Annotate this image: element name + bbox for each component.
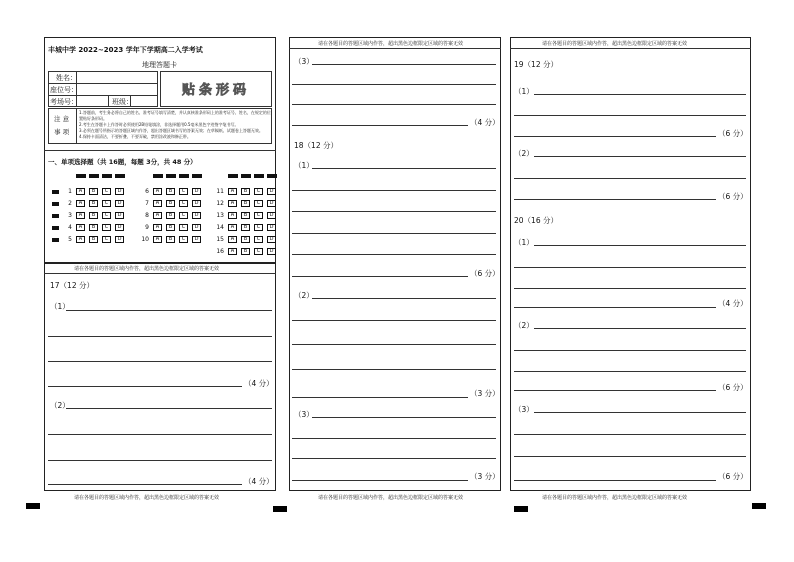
option-bubble-1-a[interactable]: A [76, 188, 85, 195]
option-bubble-4-a[interactable]: A [76, 224, 85, 231]
option-bubble-15-d[interactable]: D [267, 236, 276, 243]
option-bubble-9-c[interactable]: C [179, 224, 188, 231]
barcode-label: 贴条形码 [182, 83, 251, 98]
option-bubble-1-b[interactable]: B [89, 188, 98, 195]
option-bubble-8-b[interactable]: B [166, 212, 175, 219]
col3-panel [510, 37, 751, 491]
mc-num: 10 [141, 236, 149, 243]
mc-num: 3 [68, 212, 72, 219]
option-bubble-3-c[interactable]: C [102, 212, 111, 219]
option-bubble-7-b[interactable]: B [166, 200, 175, 207]
answer-line[interactable] [48, 386, 242, 387]
answer-line[interactable] [534, 328, 746, 329]
answer-line[interactable] [48, 484, 242, 485]
mc-num: 5 [68, 236, 72, 243]
option-bubble-9-a[interactable]: A [153, 224, 162, 231]
class-label: 班级： [112, 98, 133, 106]
answer-line[interactable] [514, 136, 716, 137]
option-bubble-2-d[interactable]: D [115, 200, 124, 207]
option-bubble-2-b[interactable]: B [89, 200, 98, 207]
q20-part2: （2） [514, 321, 534, 330]
option-bubble-6-a[interactable]: A [153, 188, 162, 195]
option-bubble-6-c[interactable]: C [179, 188, 188, 195]
answer-line[interactable] [292, 397, 468, 398]
q18-part3: （3） [294, 410, 314, 419]
answer-line[interactable] [514, 480, 716, 481]
q17-title: 17（12 分） [50, 281, 94, 290]
answer-line[interactable] [514, 178, 746, 179]
q18-part1: （1） [294, 161, 314, 170]
answer-line[interactable] [292, 344, 496, 345]
answer-line[interactable] [534, 94, 746, 95]
answer-line[interactable] [514, 307, 716, 308]
answer-line[interactable] [48, 434, 272, 435]
mc-num: 15 [216, 236, 224, 243]
mc-num: 16 [216, 248, 224, 255]
option-bubble-5-b[interactable]: B [89, 236, 98, 243]
class-field[interactable] [132, 96, 156, 106]
answer-line[interactable] [514, 434, 746, 435]
room-label: 考场号： [50, 98, 78, 106]
answer-line[interactable] [292, 458, 496, 459]
option-bubble-15-c[interactable]: C [254, 236, 263, 243]
answer-line[interactable] [48, 460, 272, 461]
option-bubble-4-b[interactable]: B [89, 224, 98, 231]
answer-line[interactable] [534, 245, 746, 246]
option-bubble-13-a[interactable]: A [228, 212, 237, 219]
mc-num: 11 [216, 188, 224, 195]
option-bubble-5-c[interactable]: C [102, 236, 111, 243]
answer-line[interactable] [312, 64, 496, 65]
mc-num: 8 [145, 212, 149, 219]
option-bubble-2-a[interactable]: A [76, 200, 85, 207]
answer-line[interactable] [514, 456, 746, 457]
answer-line[interactable] [292, 84, 496, 85]
option-bubble-16-a[interactable]: A [228, 248, 237, 255]
answer-line[interactable] [292, 233, 496, 234]
q18-score1: （6 分） [470, 269, 500, 278]
option-bubble-11-d[interactable]: D [267, 188, 276, 195]
option-bubble-12-d[interactable]: D [267, 200, 276, 207]
option-bubble-13-b[interactable]: B [241, 212, 250, 219]
school-title: 丰城中学 2022~2023 学年下学期高二入学考试 [48, 46, 203, 54]
option-bubble-2-c[interactable]: C [102, 200, 111, 207]
area-notice: 请在各题目的答题区域内作答，超出黑色边框限定区域的答案无效 [74, 266, 220, 272]
alignment-mark [752, 503, 766, 509]
area-notice: 请在各题目的答题区域内作答，超出黑色边框限定区域的答案无效 [542, 41, 688, 47]
notice-line-4: 3.必须在题号所指示的答题区域内作答，超出答题区域书写的答案无效；在草稿纸、试题卷上答题无效。 [79, 128, 263, 133]
option-bubble-12-a[interactable]: A [228, 200, 237, 207]
option-bubble-10-c[interactable]: C [179, 236, 188, 243]
q17-panel [44, 263, 276, 491]
option-bubble-12-b[interactable]: B [241, 200, 250, 207]
option-bubble-7-c[interactable]: C [179, 200, 188, 207]
option-bubble-15-a[interactable]: A [228, 236, 237, 243]
q20-score2: （6 分） [718, 383, 748, 392]
q20-title: 20（16 分） [514, 216, 558, 225]
q17-part1: （1） [50, 302, 70, 311]
option-bubble-10-b[interactable]: B [166, 236, 175, 243]
room-field[interactable] [78, 96, 106, 106]
option-bubble-3-a[interactable]: A [76, 212, 85, 219]
q18-score3: （3 分） [470, 472, 500, 481]
answer-line[interactable] [292, 276, 468, 277]
notice-line-3: 2.考生在答题卡上作答时必须使用2B铅笔填涂，非选择题用0.5毫米黑色字迹签字笔书写。 [79, 122, 239, 127]
col2-panel [289, 37, 501, 491]
option-bubble-13-d[interactable]: D [267, 212, 276, 219]
mc-num: 13 [216, 212, 224, 219]
q18-score2: （3 分） [470, 389, 500, 398]
option-bubble-14-d[interactable]: D [267, 224, 276, 231]
area-notice: 请在各题目的答题区域内作答，超出黑色边框限定区域的答案无效 [318, 495, 464, 501]
answer-line[interactable] [292, 369, 496, 370]
answer-line[interactable] [514, 371, 746, 372]
notice-label-b: 事 项 [54, 128, 70, 136]
answer-line[interactable] [514, 350, 746, 351]
option-bubble-11-b[interactable]: B [241, 188, 250, 195]
answer-line[interactable] [534, 156, 746, 157]
option-bubble-3-b[interactable]: B [89, 212, 98, 219]
name-label: 姓名： [56, 74, 77, 82]
answer-line[interactable] [292, 320, 496, 321]
q17-score1: （4 分） [244, 379, 274, 388]
mc-num: 9 [145, 224, 149, 231]
option-bubble-16-c[interactable]: C [254, 248, 263, 255]
mc-num: 6 [145, 188, 149, 195]
option-bubble-13-c[interactable]: C [254, 212, 263, 219]
option-bubble-6-d[interactable]: D [192, 188, 201, 195]
q19-score1: （6 分） [718, 129, 748, 138]
seat-label: 座位号： [50, 86, 78, 94]
option-bubble-15-b[interactable]: B [241, 236, 250, 243]
answer-line[interactable] [48, 361, 272, 362]
option-bubble-14-a[interactable]: A [228, 224, 237, 231]
mc-num: 14 [216, 224, 224, 231]
alignment-mark [273, 506, 287, 512]
answer-line[interactable] [292, 438, 496, 439]
alignment-mark [26, 503, 40, 509]
answer-line[interactable] [312, 298, 496, 299]
option-bubble-4-c[interactable]: C [102, 224, 111, 231]
option-bubble-11-a[interactable]: A [228, 188, 237, 195]
col2-score3: （4 分） [470, 118, 500, 127]
name-field[interactable] [78, 72, 156, 82]
q19-title: 19（12 分） [514, 60, 558, 69]
answer-line[interactable] [292, 190, 496, 191]
area-notice: 请在各题目的答题区域内作答，超出黑色边框限定区域的答案无效 [318, 41, 464, 47]
answer-line[interactable] [514, 199, 716, 200]
answer-line[interactable] [514, 267, 746, 268]
q19-part2: （2） [514, 149, 534, 158]
answer-line[interactable] [292, 254, 496, 255]
q20-score3: （6 分） [718, 472, 748, 481]
option-bubble-14-b[interactable]: B [241, 224, 250, 231]
answer-line[interactable] [292, 125, 468, 126]
notice-label-a: 注 意 [54, 115, 70, 123]
q20-part1: （1） [514, 238, 534, 247]
answer-line[interactable] [48, 336, 272, 337]
mc-num: 12 [216, 200, 224, 207]
answer-line[interactable] [312, 417, 496, 418]
option-bubble-16-d[interactable]: D [267, 248, 276, 255]
seat-field[interactable] [78, 84, 156, 94]
q17-score2: （4 分） [244, 477, 274, 486]
mc-num: 7 [145, 200, 149, 207]
notice-line-1: 1.答题前，考生务必将自己的姓名、准考证号填写清楚，并认真核准条形码上的准考证号、姓名，在规定的位 [79, 110, 271, 115]
answer-line[interactable] [66, 408, 272, 409]
col2-part3: （3） [294, 57, 314, 66]
area-notice: 请在各题目的答题区域内作答，超出黑色边框限定区域的答案无效 [74, 495, 220, 501]
answer-line[interactable] [292, 480, 468, 481]
option-bubble-9-d[interactable]: D [192, 224, 201, 231]
mc-num: 4 [68, 224, 72, 231]
answer-line[interactable] [292, 104, 496, 105]
answer-line[interactable] [514, 288, 746, 289]
answer-line[interactable] [292, 211, 496, 212]
option-bubble-5-d[interactable]: D [115, 236, 124, 243]
area-notice: 请在各题目的答题区域内作答，超出黑色边框限定区域的答案无效 [542, 495, 688, 501]
option-bubble-5-a[interactable]: A [76, 236, 85, 243]
q18-part2: （2） [294, 291, 314, 300]
option-bubble-7-a[interactable]: A [153, 200, 162, 207]
answer-line[interactable] [514, 390, 716, 391]
q17-part2: （2） [50, 401, 70, 410]
option-bubble-10-d[interactable]: D [192, 236, 201, 243]
q20-part3: （3） [514, 405, 534, 414]
mc-num: 2 [68, 200, 72, 207]
q19-part1: （1） [514, 87, 534, 96]
q18-title: 18（12 分） [294, 141, 338, 150]
option-bubble-10-a[interactable]: A [153, 236, 162, 243]
answer-line[interactable] [514, 115, 746, 116]
option-bubble-6-b[interactable]: B [166, 188, 175, 195]
option-bubble-8-d[interactable]: D [192, 212, 201, 219]
q19-score2: （6 分） [718, 192, 748, 201]
option-bubble-11-c[interactable]: C [254, 188, 263, 195]
answer-line[interactable] [66, 310, 272, 311]
answer-line[interactable] [312, 168, 496, 169]
option-bubble-8-a[interactable]: A [153, 212, 162, 219]
notice-line-5: 4.保持卡面清洁，不要折叠、不要弄破，禁用涂改液和修正带。 [79, 134, 191, 139]
option-bubble-9-b[interactable]: B [166, 224, 175, 231]
option-bubble-7-d[interactable]: D [192, 200, 201, 207]
option-bubble-1-d[interactable]: D [115, 188, 124, 195]
mc-num: 1 [68, 188, 72, 195]
option-bubble-1-c[interactable]: C [102, 188, 111, 195]
option-bubble-8-c[interactable]: C [179, 212, 188, 219]
answer-line[interactable] [534, 412, 746, 413]
notice-line-2: 置贴好条形码。 [79, 116, 107, 121]
option-bubble-16-b[interactable]: B [241, 248, 250, 255]
option-bubble-12-c[interactable]: C [254, 200, 263, 207]
option-bubble-4-d[interactable]: D [115, 224, 124, 231]
option-bubble-3-d[interactable]: D [115, 212, 124, 219]
alignment-mark [514, 506, 528, 512]
q20-score1: （4 分） [718, 299, 748, 308]
card-title: 地理答题卡 [142, 61, 177, 69]
mc-section-title: 一、单项选择题（共 16题，每题 3分，共 48 分） [48, 158, 197, 166]
option-bubble-14-c[interactable]: C [254, 224, 263, 231]
